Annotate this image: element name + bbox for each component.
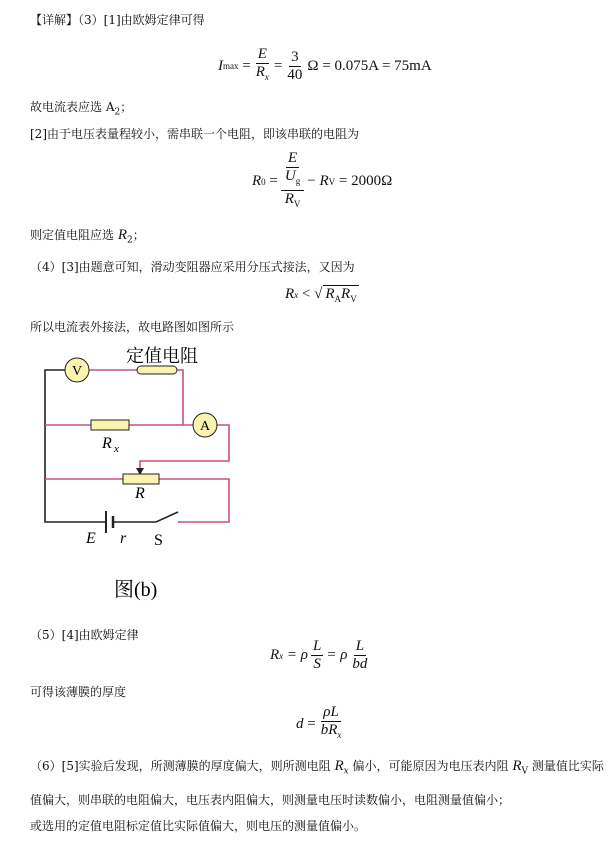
text-line: 可得该薄膜的厚度	[30, 685, 127, 699]
switch-label: S	[154, 532, 163, 549]
wire-slider	[140, 425, 229, 470]
text-line: 则定值电阻应选 $R_2$；	[30, 227, 145, 246]
internal-r-label: r	[120, 530, 127, 547]
rheostat	[123, 474, 159, 484]
text-line: 值偏大，则串联的电阻偏大，电压表内阻偏大，则测量电压时读数偏小，电阻测量值偏小；	[30, 793, 511, 807]
text-line: 所以电流表外接法，故电路图如图所示	[30, 320, 235, 334]
rx-label: R	[102, 435, 112, 452]
resistor-rx	[91, 420, 129, 430]
formula-inequality: R x < √ $R_AR_V$	[285, 286, 357, 304]
text-line: （5）[4]由欧姆定律	[30, 628, 139, 642]
text-line: 或选用的定值电阻标定值比实际值偏大，则电压的测量值偏小。	[30, 819, 367, 833]
voltmeter-label: V	[71, 364, 83, 379]
formula-imax: I max = $\frac{E}{R_x}$ = $\frac{3}{40}$ Ω = 0.075A = 75mA	[218, 46, 432, 83]
text-line: （4）[3]由题意可知，滑动变阻器应采用分压式接法，又因为	[30, 260, 355, 274]
text-line: 【详解】（3）[1]由欧姆定律可得	[30, 13, 205, 27]
e-label: E	[86, 530, 96, 547]
text-line: （6）[5]实验后发现，所测薄膜的厚度偏大，则所测电阻 $R_x$ 偏小，可能原因为电压表内阻 $R_V$ 测量值比实际	[30, 758, 604, 777]
r-label: R	[135, 485, 145, 502]
formula-r0: R 0 = $\frac{\frac{E}{U_g}}{R_V}$ − R V = 2000Ω	[252, 150, 393, 209]
rx-subscript: x	[114, 443, 119, 455]
fixed-resistor-label: 定值电阻	[126, 346, 198, 366]
fixed-resistor	[137, 366, 177, 374]
formula-ohm: R x = ρ $\frac{L}{S}$ = ρ $\frac{L}{bd}$	[270, 638, 368, 672]
figure-caption: 图(b)	[114, 579, 158, 601]
switch	[113, 512, 178, 522]
text-line: [2]由于电压表量程较小，需串联一个电阻，即该串联的电阻为	[30, 127, 360, 141]
wire-top	[89, 370, 183, 425]
ammeter-label: A	[199, 419, 211, 434]
formula-thickness: d = $\frac{\rho L}{bR_x}$	[296, 704, 342, 740]
wire-left	[45, 370, 106, 522]
text-line: 故电流表应选 $A_2$；	[30, 100, 133, 118]
